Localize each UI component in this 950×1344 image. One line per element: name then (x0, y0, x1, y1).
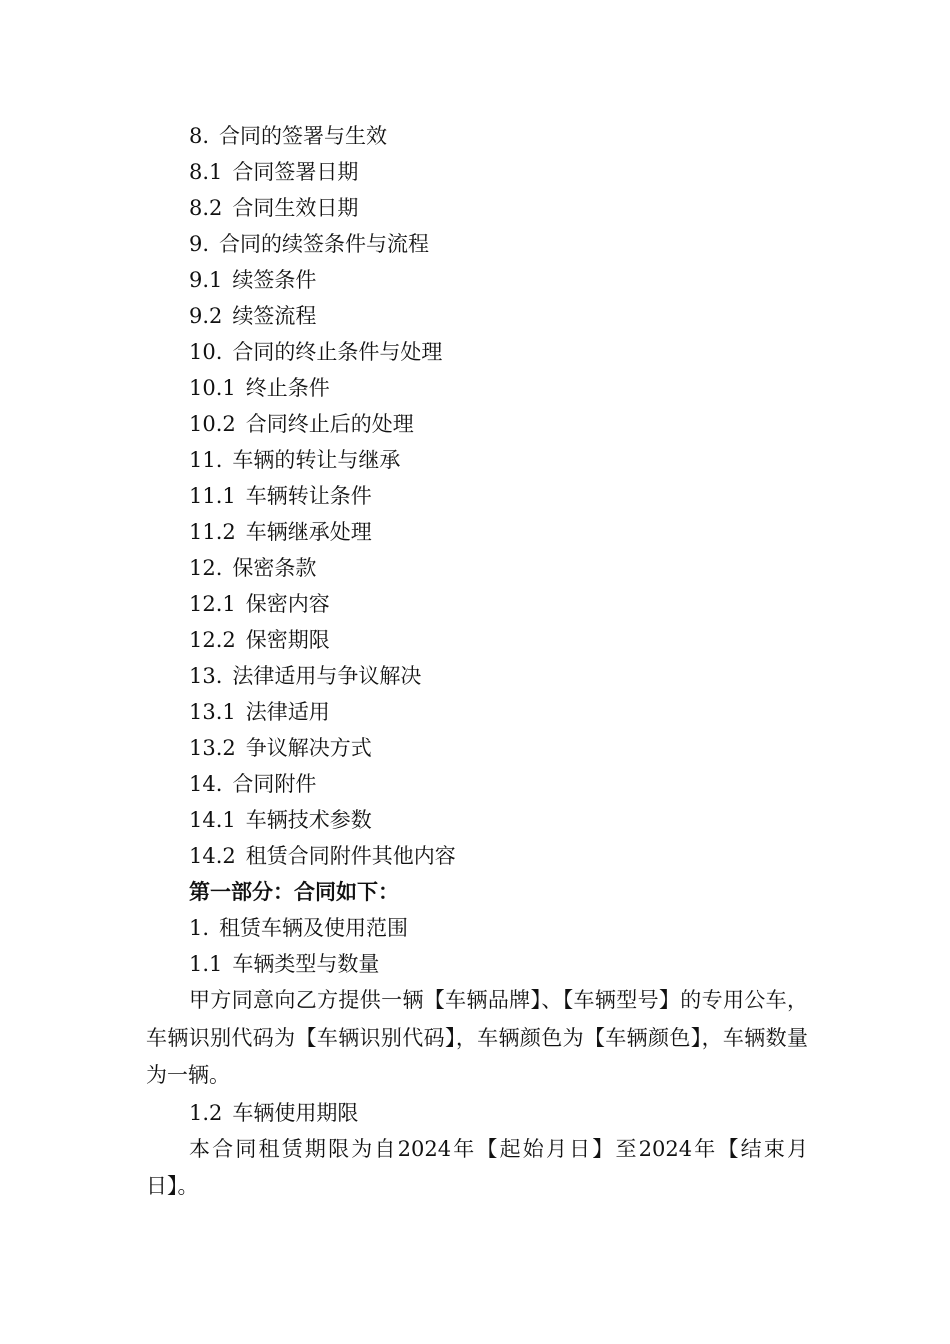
toc-item: 14.2 租赁合同附件其他内容 (189, 844, 456, 868)
toc-item: 14. 合同附件 (189, 772, 317, 796)
term-paragraph: 本合同租赁期限为自2024年【起始月日】至2024年【结束月日】。 (146, 1136, 808, 1198)
toc-item: 13. 法律适用与争议解决 (189, 664, 422, 688)
toc-item: 8. 合同的签署与生效 (189, 124, 388, 148)
toc-item: 12.1 保密内容 (189, 592, 330, 616)
toc-item: 8.2 合同生效日期 (189, 196, 359, 220)
toc-item: 14.1 车辆技术参数 (189, 808, 372, 832)
toc-item: 12.2 保密期限 (189, 628, 330, 652)
toc-item: 11.1 车辆转让条件 (189, 484, 372, 508)
subsection-heading: 1.1 车辆类型与数量 (189, 952, 380, 976)
toc-item: 9.1 续签条件 (189, 268, 317, 292)
toc-item: 12. 保密条款 (189, 556, 317, 580)
toc-item: 10.2 合同终止后的处理 (189, 412, 414, 436)
subsection-heading: 1.2 车辆使用期限 (189, 1100, 359, 1125)
toc-item: 11. 车辆的转让与继承 (189, 448, 401, 472)
toc-item: 13.1 法律适用 (189, 700, 330, 724)
part-heading: 第一部分：合同如下： (189, 879, 399, 904)
document-page (146, 118, 808, 1206)
toc-item: 10.1 终止条件 (189, 376, 330, 400)
toc-item: 9.2 续签流程 (189, 304, 317, 328)
vehicle-paragraph: 甲方同意向乙方提供一辆【车辆品牌】、【车辆型号】的专用公车，车辆识别代码为【车辆识别代码】，车辆颜色为【车辆颜色】，车辆数量为一辆。 (146, 988, 808, 1087)
toc-item: 8.1 合同签署日期 (189, 160, 359, 184)
toc-item: 13.2 争议解决方式 (189, 736, 372, 760)
toc-item: 9. 合同的续签条件与流程 (189, 232, 430, 256)
section-heading: 1. 租赁车辆及使用范围 (189, 916, 409, 940)
toc-item: 10. 合同的终止条件与处理 (189, 340, 443, 364)
toc-item: 11.2 车辆继承处理 (189, 520, 372, 544)
